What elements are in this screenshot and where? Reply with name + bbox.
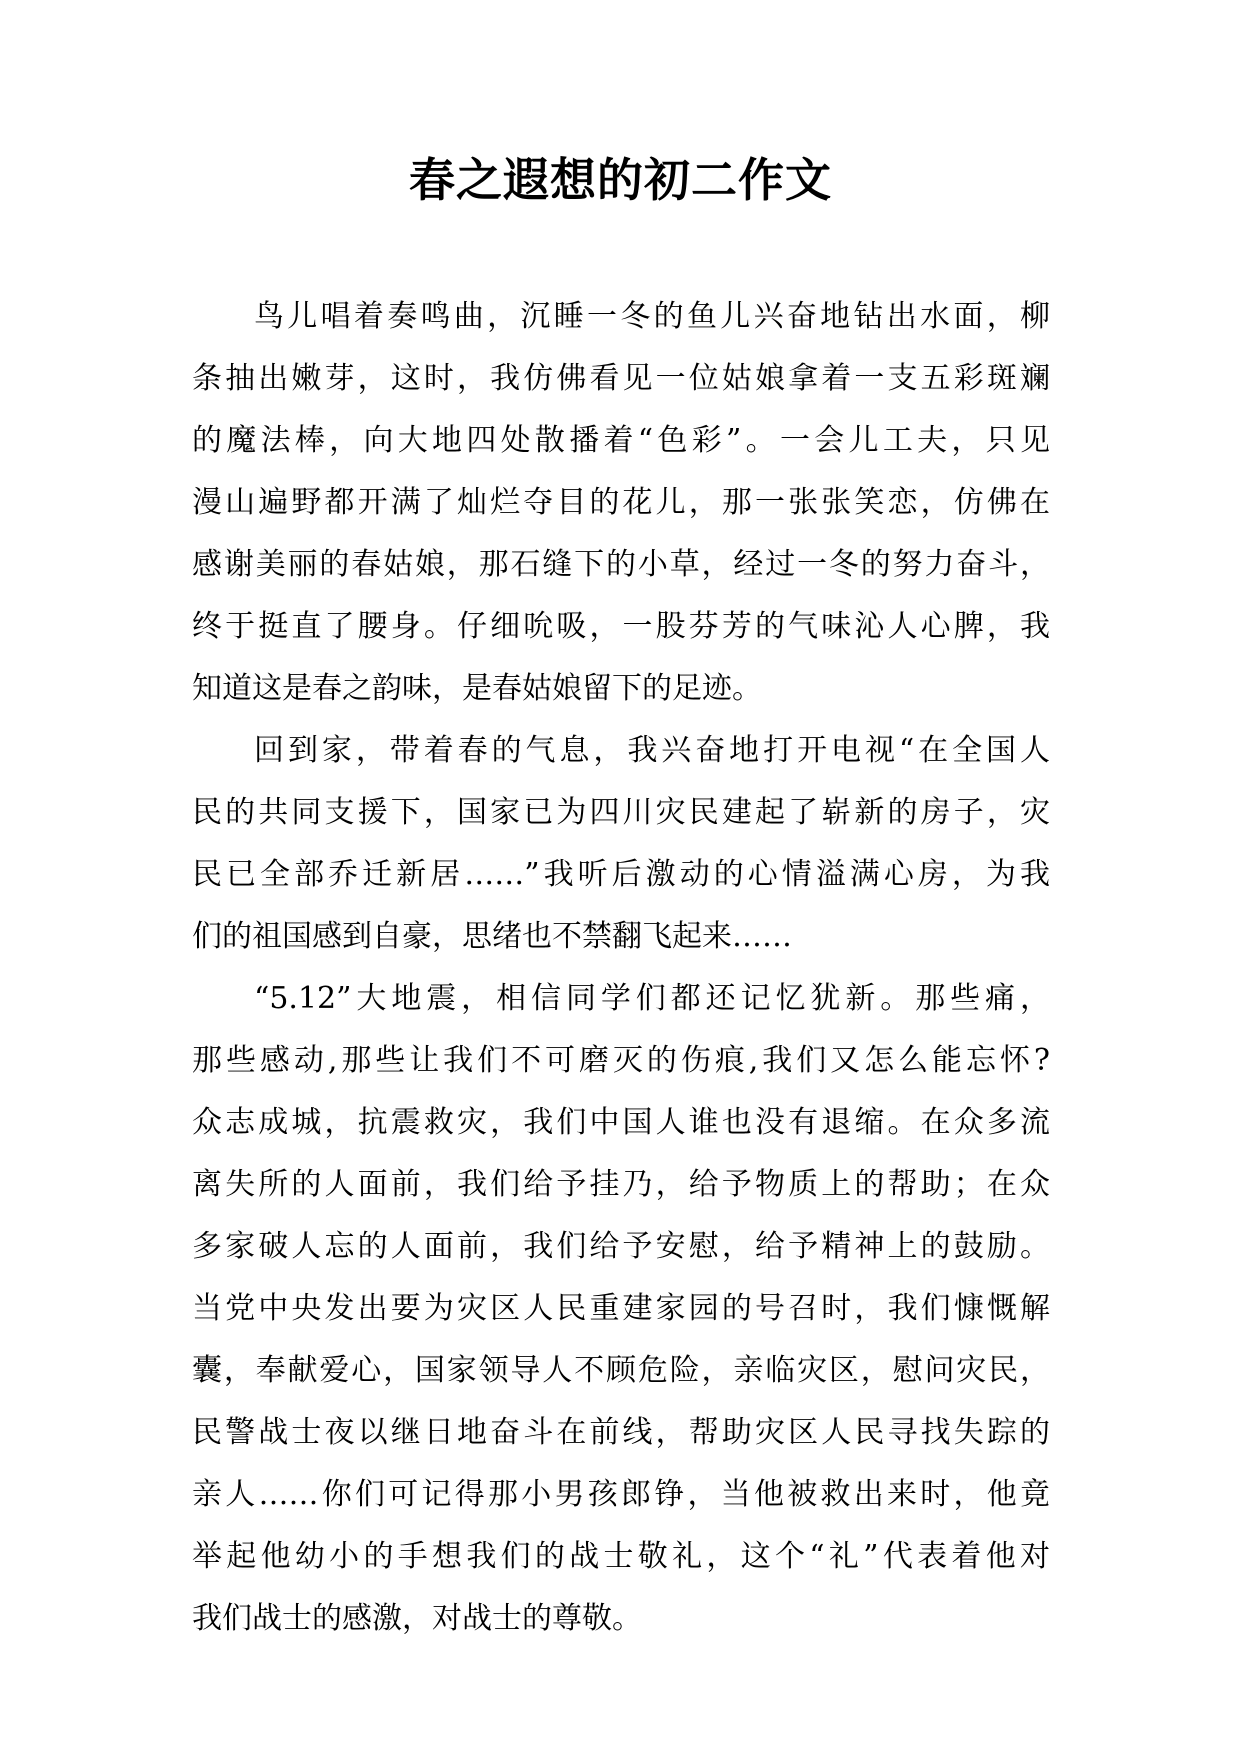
paragraph-line: 举起他幼小的手想我们的战士敬礼，这个“礼”代表着他对 — [192, 1539, 1050, 1574]
paragraph-line: 多家破人忘的人面前，我们给予安慰，给予精神上的鼓励。 — [192, 1229, 1050, 1264]
paragraph-line: 感谢美丽的春姑娘，那石缝下的小草，经过一冬的努力奋斗， — [192, 547, 1050, 582]
paragraph-line: 民警战士夜以继日地奋斗在前线，帮助灾区人民寻找失踪的 — [192, 1415, 1050, 1450]
document-body — [192, 286, 1050, 1650]
paragraph-line: 我们战士的感激，对战士的尊敬。 — [192, 1601, 642, 1636]
paragraph-line: 条抽出嫩芽，这时，我仿佛看见一位姑娘拿着一支五彩斑斓 — [192, 361, 1050, 396]
paragraph-line: 囊，奉献爱心，国家领导人不顾危险，亲临灾区，慰问灾民， — [192, 1353, 1050, 1388]
paragraph-line: 那些感动,那些让我们不可磨灭的伤痕,我们又怎么能忘怀? — [192, 1043, 1050, 1078]
paragraph-2 — [192, 720, 1050, 968]
paragraph-line: 知道这是春之韵味，是春姑娘留下的足迹。 — [192, 671, 762, 706]
paragraph-line: 们的祖国感到自豪，思绪也不禁翻飞起来…… — [192, 919, 792, 954]
paragraph-line: “5.12”大地震，相信同学们都还记忆犹新。那些痛， — [254, 981, 1050, 1016]
paragraph-line: 民已全部乔迁新居……”我听后激动的心情溢满心房，为我 — [192, 857, 1050, 892]
paragraph-line: 终于挺直了腰身。仔细吮吸，一股芬芳的气味沁人心脾，我 — [192, 609, 1050, 644]
paragraph-1 — [192, 286, 1050, 720]
paragraph-line: 鸟儿唱着奏鸣曲，沉睡一冬的鱼儿兴奋地钻出水面，柳 — [254, 299, 1050, 334]
paragraph-line: 众志成城，抗震救灾，我们中国人谁也没有退缩。在众多流 — [192, 1105, 1050, 1140]
paragraph-line: 离失所的人面前，我们给予挂乃，给予物质上的帮助；在众 — [192, 1167, 1050, 1202]
paragraph-line: 当党中央发出要为灾区人民重建家园的号召时，我们慷慨解 — [192, 1291, 1050, 1326]
paragraph-line: 的魔法棒，向大地四处散播着“色彩”。一会儿工夫，只见 — [192, 423, 1050, 458]
paragraph-line: 回到家，带着春的气息，我兴奋地打开电视“在全国人 — [254, 733, 1050, 768]
paragraph-line: 民的共同支援下，国家已为四川灾民建起了崭新的房子，灾 — [192, 795, 1050, 830]
document-title: 春之遐想的初二作文 — [409, 153, 832, 207]
paragraph-line: 漫山遍野都开满了灿烂夺目的花儿，那一张张笑恋，仿佛在 — [192, 485, 1050, 520]
paragraph-line: 亲人……你们可记得那小男孩郎铮，当他被救出来时，他竟 — [192, 1477, 1050, 1512]
paragraph-3 — [192, 968, 1050, 1650]
